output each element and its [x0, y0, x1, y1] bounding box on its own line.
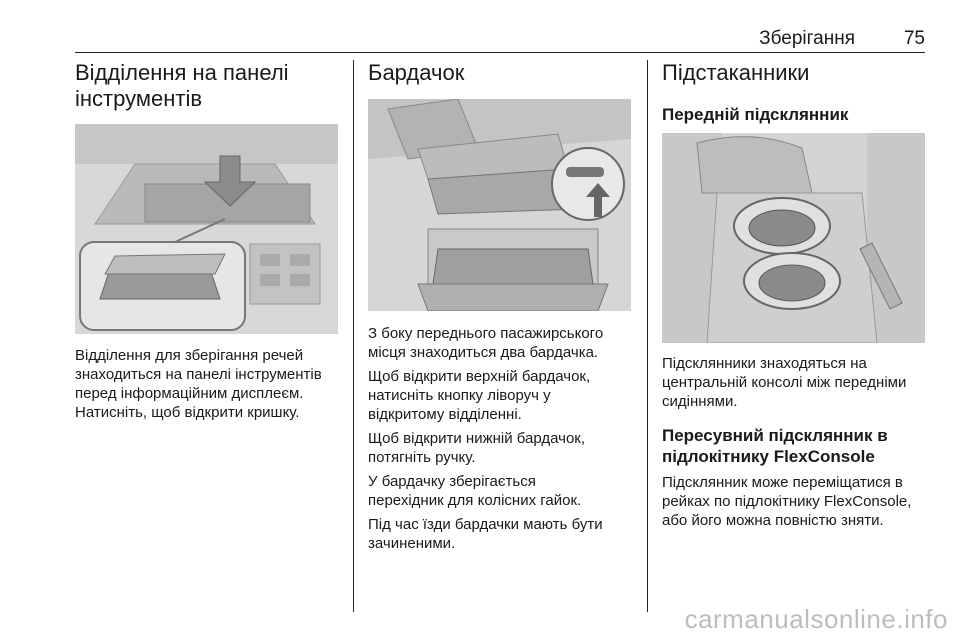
glovebox-text — [368, 324, 633, 553]
column-divider — [647, 60, 648, 612]
glovebox-illustration — [368, 99, 631, 311]
column-divider — [353, 60, 354, 612]
page-number: 75 — [903, 28, 925, 49]
cupholder-illustration — [662, 133, 925, 343]
column-dashboard-compartment — [75, 60, 340, 112]
dashboard-compartment-illustration — [75, 124, 338, 334]
paragraph: Щоб відкрити нижній бардачок, потягніть ручку. — [368, 430, 586, 466]
paragraph: Відділення для зберігання речей знаходиться на панелі інструментів перед інформаційним дисплеєм. Натисніть, щоб відкрити кришку. — [75, 347, 322, 421]
heading-glovebox: Бардачок — [368, 60, 465, 85]
paragraph: Підсклянник може переміщатися в рейках по підлокітнику FlexConsole, або його можна повністю зняти. — [662, 474, 912, 529]
dashboard-compartment-text — [75, 346, 340, 422]
subheading-front-cupholder: Передній підсклянник — [662, 105, 849, 124]
column-cupholders — [662, 60, 927, 86]
paragraph: Підсклянники знаходяться на центральній консолі між передніми сидіннями. — [662, 355, 907, 410]
heading-cupholders: Підстаканники — [662, 60, 810, 85]
heading-dashboard-compartment: Відділення на панелі інструментів — [75, 60, 289, 111]
subheading-flexconsole-cupholder: Пересувний підсклянник в підлокітнику FlexConsole — [662, 426, 888, 466]
section-title: Зберігання — [759, 28, 855, 49]
paragraph: Під час їзди бардачки мають бути зачиненими. — [368, 516, 603, 552]
paragraph: У бардачку зберігається перехідник для колісних гайок. — [368, 473, 582, 509]
cupholder-text — [662, 354, 927, 530]
subheading-front-cupholder-wrap — [662, 104, 927, 125]
paragraph: Щоб відкрити верхній бардачок, натисніть кнопку ліворуч у відкритому відділенні. — [368, 368, 591, 423]
page-header — [75, 26, 925, 53]
paragraph: З боку переднього пасажирського місця знаходиться два бардачка. — [368, 325, 604, 361]
column-glovebox — [368, 60, 633, 86]
watermark-text: carmanualsonline.info — [684, 604, 948, 634]
